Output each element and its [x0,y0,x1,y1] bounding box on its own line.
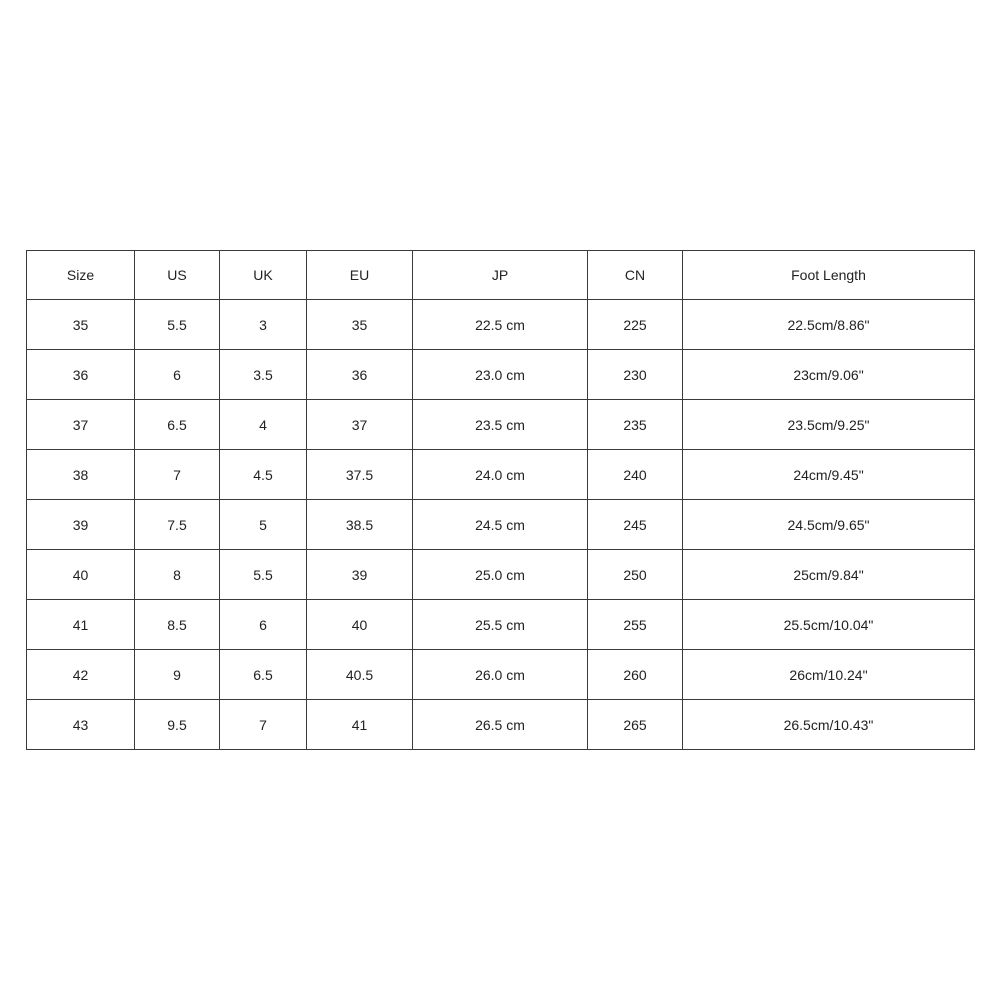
cell-cn: 265 [588,700,683,750]
cell-us: 6.5 [135,400,220,450]
size-chart-table [26,250,975,750]
cell-size: 42 [27,650,135,700]
cell-eu: 38.5 [307,500,413,550]
cell-jp: 23.5 cm [413,400,588,450]
cell-eu: 41 [307,700,413,750]
table-row [27,700,975,750]
cell-us: 8.5 [135,600,220,650]
cell-size: 36 [27,350,135,400]
cell-size: 43 [27,700,135,750]
cell-jp: 26.5 cm [413,700,588,750]
cell-cn: 235 [588,400,683,450]
cell-foot-length: 24.5cm/9.65" [683,500,975,550]
header-size: Size [27,251,135,300]
table-row [27,450,975,500]
cell-size: 39 [27,500,135,550]
cell-us: 5.5 [135,300,220,350]
cell-cn: 240 [588,450,683,500]
cell-foot-length: 26.5cm/10.43" [683,700,975,750]
cell-foot-length: 25.5cm/10.04" [683,600,975,650]
cell-foot-length: 25cm/9.84" [683,550,975,600]
header-foot-length: Foot Length [683,251,975,300]
cell-eu: 40.5 [307,650,413,700]
cell-eu: 37.5 [307,450,413,500]
cell-eu: 39 [307,550,413,600]
cell-cn: 250 [588,550,683,600]
table-row [27,400,975,450]
cell-jp: 25.0 cm [413,550,588,600]
header-uk: UK [220,251,307,300]
cell-uk: 6.5 [220,650,307,700]
header-eu: EU [307,251,413,300]
cell-foot-length: 22.5cm/8.86" [683,300,975,350]
cell-size: 37 [27,400,135,450]
cell-eu: 36 [307,350,413,400]
cell-size: 40 [27,550,135,600]
cell-us: 9 [135,650,220,700]
cell-jp: 25.5 cm [413,600,588,650]
cell-jp: 22.5 cm [413,300,588,350]
table-row [27,500,975,550]
cell-foot-length: 23cm/9.06" [683,350,975,400]
cell-foot-length: 24cm/9.45" [683,450,975,500]
table-row [27,600,975,650]
cell-uk: 4.5 [220,450,307,500]
cell-uk: 3.5 [220,350,307,400]
cell-uk: 5.5 [220,550,307,600]
cell-size: 35 [27,300,135,350]
cell-uk: 4 [220,400,307,450]
cell-size: 41 [27,600,135,650]
cell-us: 8 [135,550,220,600]
table-row [27,300,975,350]
cell-cn: 225 [588,300,683,350]
header-row [27,251,975,300]
cell-eu: 35 [307,300,413,350]
cell-cn: 260 [588,650,683,700]
cell-jp: 23.0 cm [413,350,588,400]
cell-cn: 245 [588,500,683,550]
cell-foot-length: 23.5cm/9.25" [683,400,975,450]
cell-cn: 255 [588,600,683,650]
cell-foot-length: 26cm/10.24" [683,650,975,700]
table-row [27,350,975,400]
cell-us: 9.5 [135,700,220,750]
cell-uk: 6 [220,600,307,650]
cell-cn: 230 [588,350,683,400]
cell-jp: 24.0 cm [413,450,588,500]
cell-us: 6 [135,350,220,400]
table-row [27,650,975,700]
cell-uk: 7 [220,700,307,750]
header-us: US [135,251,220,300]
header-cn: CN [588,251,683,300]
cell-eu: 40 [307,600,413,650]
cell-size: 38 [27,450,135,500]
table-row [27,550,975,600]
cell-jp: 24.5 cm [413,500,588,550]
cell-us: 7.5 [135,500,220,550]
cell-eu: 37 [307,400,413,450]
cell-us: 7 [135,450,220,500]
cell-uk: 5 [220,500,307,550]
cell-jp: 26.0 cm [413,650,588,700]
header-jp: JP [413,251,588,300]
cell-uk: 3 [220,300,307,350]
